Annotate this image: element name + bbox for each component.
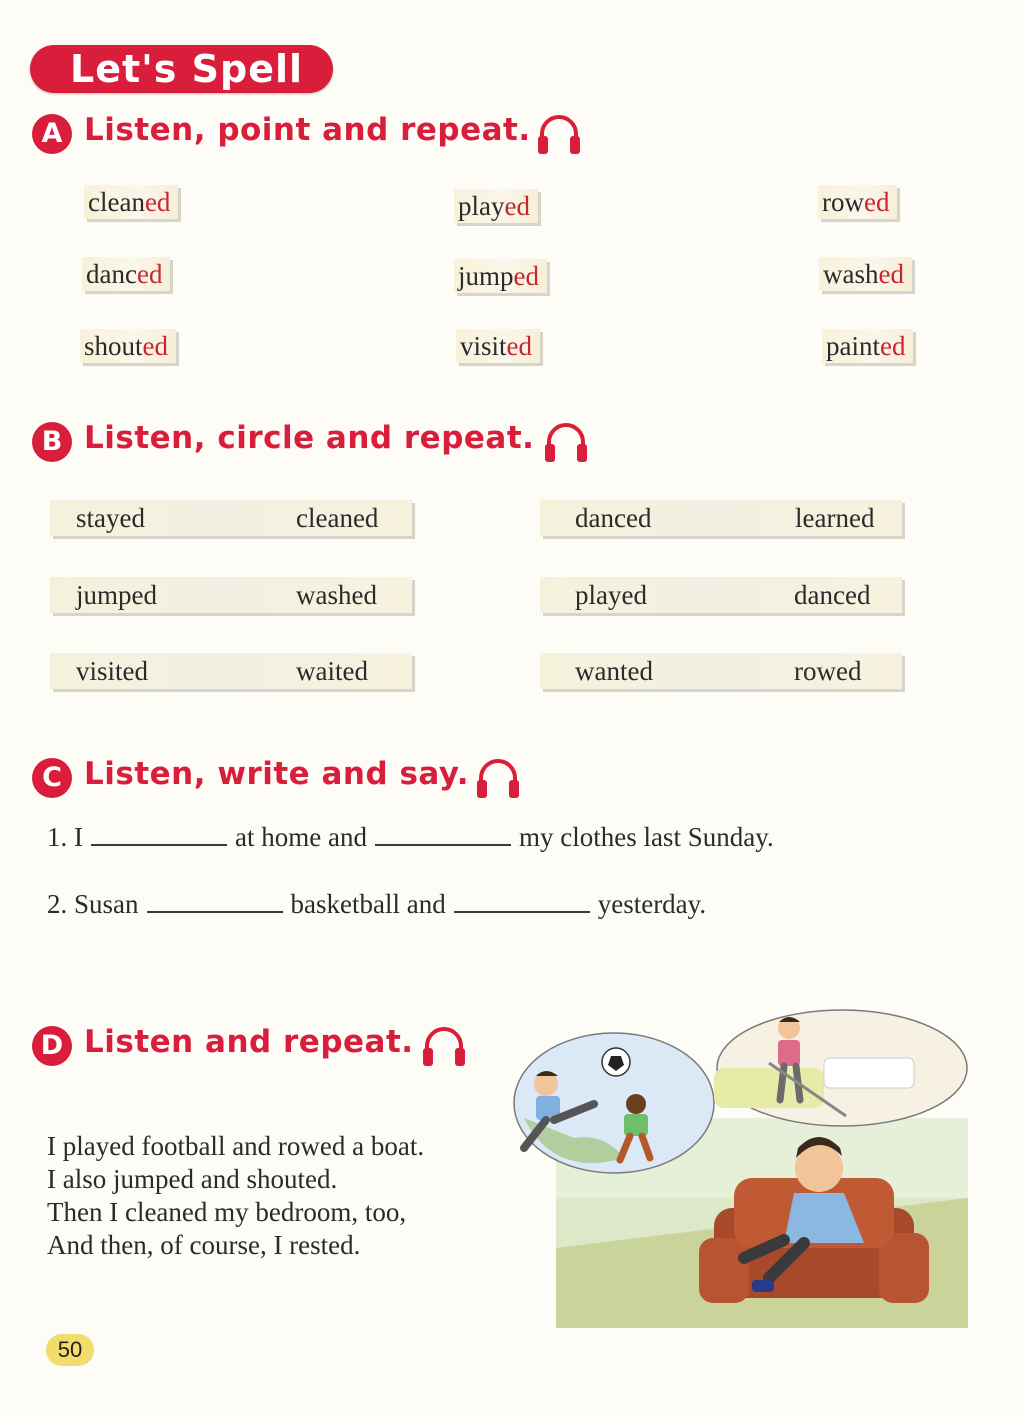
page-title: Let's Spell	[70, 47, 304, 91]
word-suffix: ed	[506, 331, 532, 361]
word-card-cleaned[interactable]	[84, 185, 178, 219]
word-stem: clean	[88, 187, 145, 217]
poem-line: I played football and rowed a boat.	[47, 1131, 425, 1161]
section-b-header	[32, 422, 612, 466]
word-card-painted[interactable]	[822, 329, 913, 363]
word-card-washed[interactable]	[819, 257, 912, 291]
word-stem: shout	[84, 331, 143, 361]
word-stem: row	[822, 187, 864, 217]
sentence-text: 1. I	[47, 822, 83, 852]
section-letter-b: B	[32, 422, 72, 462]
blank-line[interactable]	[375, 824, 511, 846]
word-pair	[50, 653, 412, 689]
word-suffix: ed	[144, 187, 171, 217]
page-number-badge: 50	[46, 1334, 94, 1366]
section-letter-a: A	[32, 114, 72, 154]
section-c-heading: Listen, write and say.	[84, 756, 470, 792]
word-pair	[50, 577, 412, 613]
pair-word[interactable]: cleaned	[296, 503, 379, 533]
headphones-icon[interactable]	[420, 1024, 468, 1068]
section-a-heading: Listen, point and repeat.	[84, 112, 531, 148]
word-card-rowed[interactable]	[818, 185, 897, 219]
thought-bubble-football	[514, 1033, 714, 1173]
section-letter-c: C	[32, 758, 72, 798]
word-stem: jump	[458, 261, 514, 291]
pair-word[interactable]: learned	[795, 503, 875, 533]
pair-word[interactable]: danced	[794, 580, 871, 610]
word-card-shouted[interactable]	[80, 329, 176, 363]
word-card-jumped[interactable]	[454, 259, 547, 293]
thought-bubble-cleaning	[714, 1010, 967, 1126]
word-suffix: ed	[136, 259, 163, 289]
poem-line: Then I cleaned my bedroom, too,	[47, 1197, 407, 1227]
word-suffix: ed	[504, 191, 530, 221]
section-d-heading: Listen and repeat.	[84, 1024, 414, 1060]
word-card-visited[interactable]	[456, 329, 540, 363]
section-c-header	[32, 758, 532, 802]
word-pair	[540, 653, 902, 689]
poem-line: And then, of course, I rested.	[47, 1230, 361, 1260]
pair-word[interactable]: visited	[76, 656, 148, 686]
section-letter-d: D	[32, 1026, 72, 1066]
illustration-boy-resting	[484, 1008, 974, 1330]
pair-word[interactable]: wanted	[575, 656, 653, 686]
sentence-text: basketball and	[290, 889, 446, 919]
section-b-heading: Listen, circle and repeat.	[84, 420, 535, 456]
pair-word[interactable]: washed	[296, 580, 377, 610]
blank-line[interactable]	[91, 824, 227, 846]
pair-word[interactable]: played	[575, 580, 647, 610]
headphones-icon[interactable]	[542, 420, 590, 464]
poem-line: I also jumped and shouted.	[47, 1164, 338, 1194]
headphones-icon[interactable]	[474, 756, 522, 800]
word-stem: play	[458, 191, 505, 221]
word-suffix: ed	[878, 259, 904, 289]
pair-word[interactable]: jumped	[76, 580, 157, 610]
word-suffix: ed	[513, 261, 539, 291]
pair-word[interactable]: waited	[296, 656, 368, 686]
blank-line[interactable]	[454, 891, 590, 913]
pair-word[interactable]: stayed	[76, 503, 145, 533]
word-stem: paint	[826, 331, 880, 361]
word-stem: danc	[86, 259, 137, 289]
word-stem: wash	[823, 259, 879, 289]
headphones-icon[interactable]	[535, 112, 583, 156]
sentence-text: 2. Susan	[47, 889, 139, 919]
word-suffix: ed	[142, 331, 168, 361]
sentence-text: yesterday.	[597, 889, 707, 919]
word-pair	[540, 577, 902, 613]
sentence-2	[47, 889, 706, 920]
word-pair	[50, 500, 412, 536]
word-stem: visit	[460, 331, 507, 361]
word-card-played[interactable]	[454, 189, 538, 223]
sentence-text: at home and	[235, 822, 367, 852]
word-suffix: ed	[864, 187, 890, 217]
blank-line[interactable]	[147, 891, 283, 913]
section-d-header	[32, 1026, 492, 1070]
word-suffix: ed	[880, 331, 906, 361]
poem	[47, 1130, 424, 1262]
sentence-1	[47, 822, 774, 853]
pair-word[interactable]: rowed	[794, 656, 862, 686]
pair-word[interactable]: danced	[575, 503, 652, 533]
section-a-header	[32, 114, 592, 158]
word-pair	[540, 500, 902, 536]
sentence-text: my clothes last Sunday.	[518, 822, 774, 852]
title-banner	[30, 45, 333, 93]
word-card-danced[interactable]	[82, 257, 170, 291]
